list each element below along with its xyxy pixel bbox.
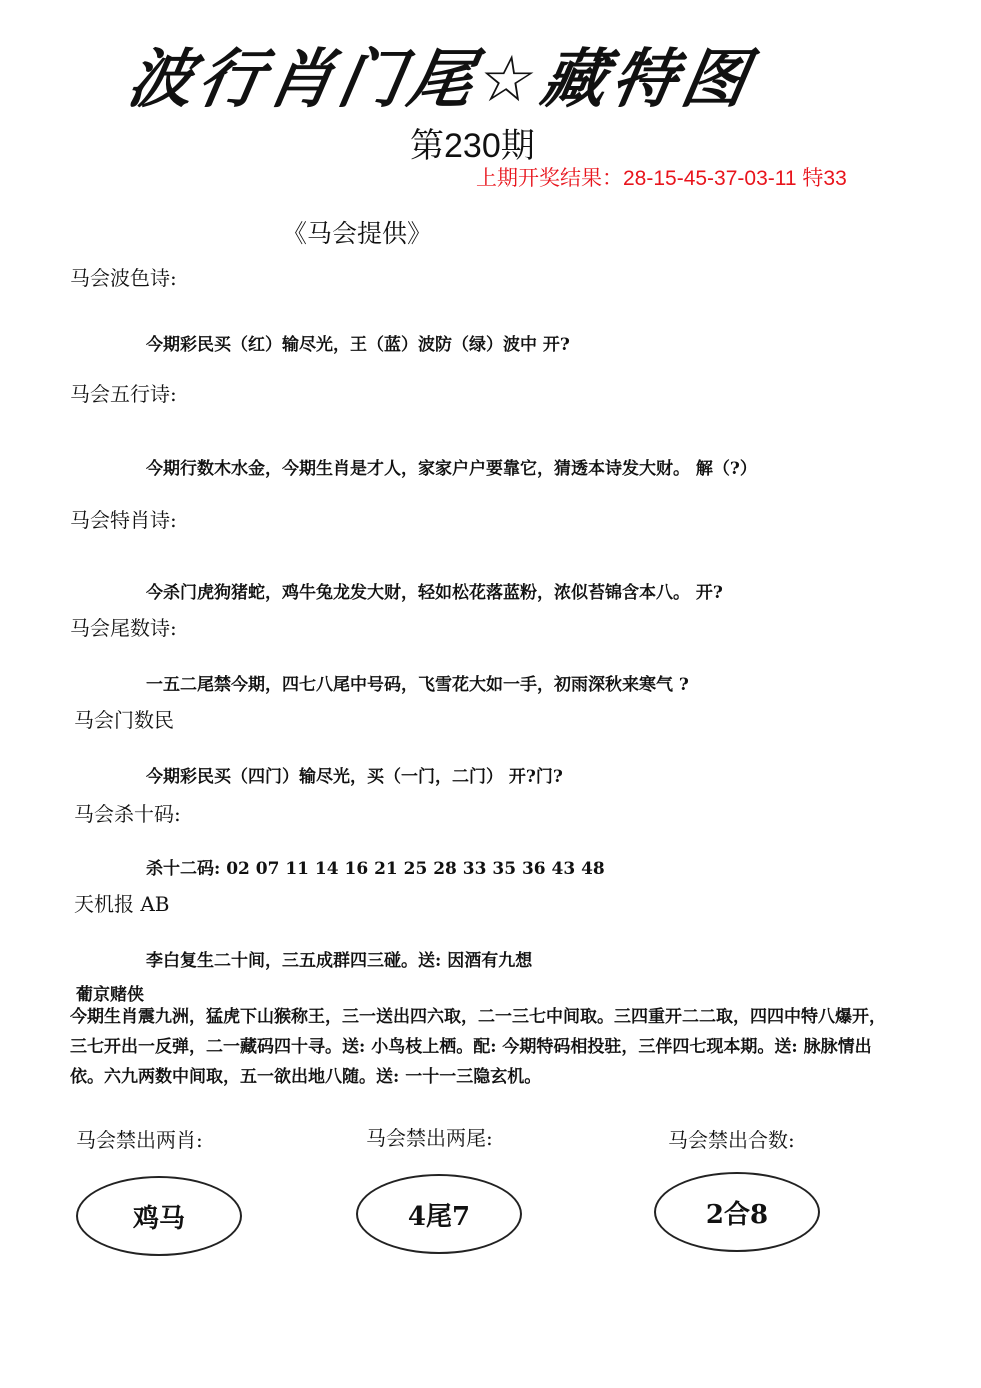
ban-tail-label: 马会禁出两尾: — [366, 1126, 493, 1150]
door-number-poem: 今期彩民买（四门）输尽光，买（一门，二门） 开?门? — [146, 767, 563, 787]
ban-zodiac-ellipse — [76, 1176, 242, 1256]
tianji-poem: 李白复生二十间，三五成群四三碰。送: 因酒有九想 — [146, 951, 533, 971]
ban-zodiac-label: 马会禁出两肖: — [76, 1128, 203, 1152]
provider-line: 《马会提供》 — [282, 219, 433, 248]
tianji-label: 天机报 AB — [74, 892, 170, 916]
special-zodiac-poem: 今杀门虎狗猪蛇，鸡牛兔龙发大财，轻如松花落蓝粉，浓似苔锦含本八。 开? — [146, 583, 723, 603]
gambler-text: 今期生肖震九洲，猛虎下山猴称王，三一送出四六取，二一三七中间取。三四重开二二取，四四中特八爆开，三七开出一反弹，二一藏码四十寻。送: 小鸟枝上栖。配: 今期特码相投驻，三伴四七现本期。送: 脉脉情出依。六九两数中间取，五一欲出地八随。送: 一十一三隐玄机。 — [70, 1007, 886, 1087]
kill-ten-poem: 杀十二码: 02 07 11 14 16 21 25 28 33 35 36 43 48 — [146, 859, 605, 879]
issue-number: 第230期 — [410, 127, 535, 165]
gambler-label: 葡京赌侠 — [76, 985, 144, 1005]
ban-zodiac-value: 鸡马 — [132, 1203, 185, 1234]
wave-color-poem: 今期彩民买（红）输尽光，王（蓝）波防（绿）波中 开? — [146, 335, 570, 355]
five-elements-label: 马会五行诗: — [70, 382, 177, 406]
wave-color-label: 马会波色诗: — [70, 266, 177, 290]
ban-tail-ellipse — [356, 1174, 522, 1254]
ban-tail-value: 4尾7 — [407, 1201, 471, 1232]
ban-sum-label: 马会禁出合数: — [668, 1128, 795, 1152]
ban-sum-value: 2合8 — [705, 1199, 769, 1230]
page-title: 波行肖门尾☆藏特图 — [122, 43, 759, 117]
special-zodiac-label: 马会特肖诗: — [70, 508, 177, 532]
ban-sum-ellipse — [654, 1172, 820, 1252]
door-number-label: 马会门数民 — [74, 708, 174, 732]
last-result: 上期开奖结果：28-15-45-37-03-11 特33 — [476, 167, 847, 190]
kill-ten-label: 马会杀十码: — [74, 802, 181, 826]
five-elements-poem: 今期行数木水金，今期生肖是才人，家家户户要靠它，猜透本诗发大财。 解（?） — [146, 459, 757, 479]
tail-number-poem: 一五二尾禁今期，四七八尾中号码，飞雪花大如一手，初雨深秋来寒气 ? — [146, 675, 689, 695]
tail-number-label: 马会尾数诗: — [70, 616, 177, 640]
